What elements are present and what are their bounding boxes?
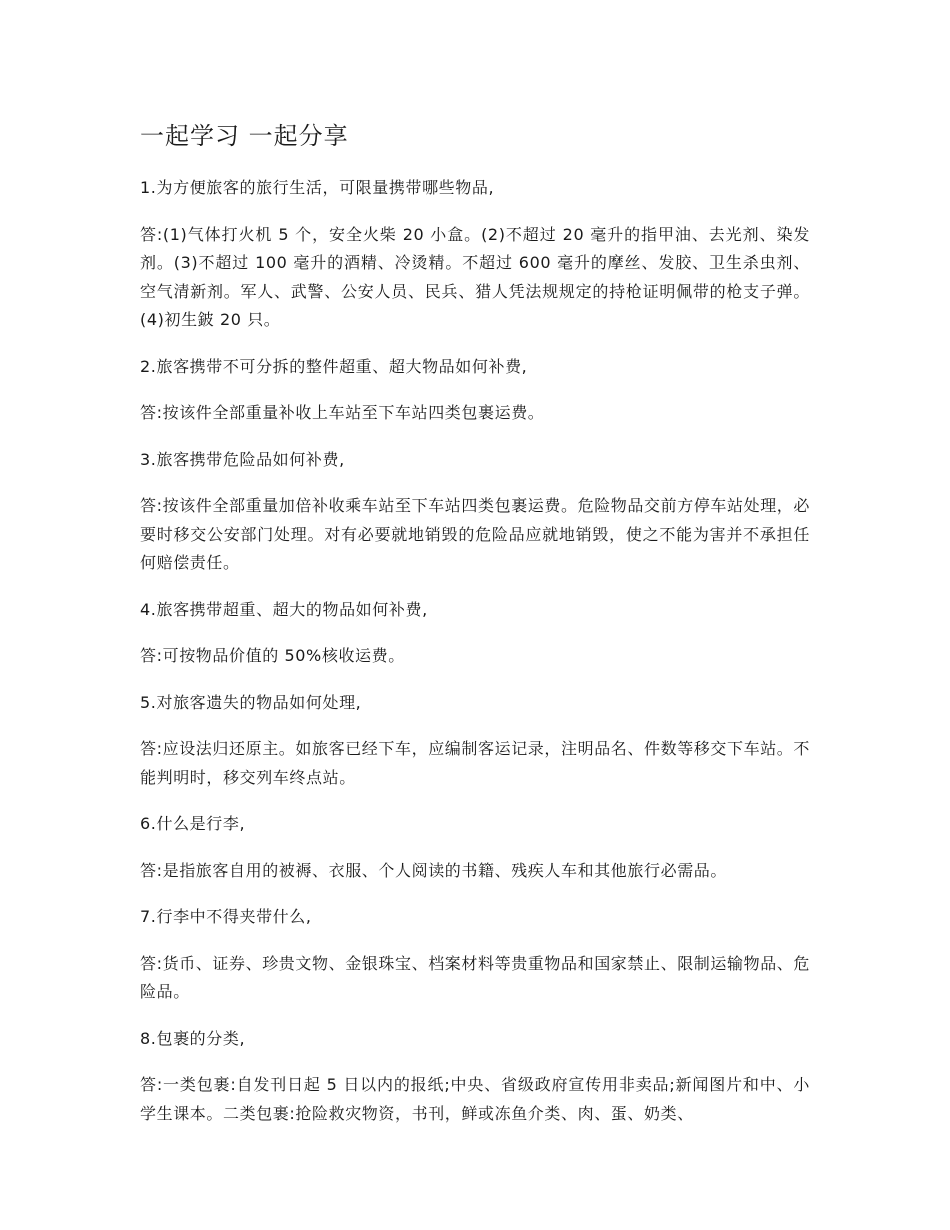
answer-4: 答:可按物品价值的 50%核收运费。 [140,646,405,665]
question-7: 7.行李中不得夹带什么, [140,907,312,926]
question-3: 3.旅客携带危险品如何补费, [140,449,345,469]
answer-3: 答:按该件全部重量加倍补收乘车站至下车站四类包裹运费。危险物品交前方停车站处理，必要时移交公安部门处理。对有必要就地销毁的危险品应就地销毁，使之不能为害并不承担任何赔偿责任。 [140,496,810,572]
question-6: 6.什么是行李, [140,814,246,833]
answer-7: 答:货币、证券、珍贵文物、金银珠宝、档案材料等贵重物品和国家禁止、限制运输物品、危险品。 [140,953,810,1001]
answer-5: 答:应设法归还原主。如旅客已经下车，应编制客运记录，注明品名、件数等移交下车站。不能判明时，移交列车终点站。 [140,739,810,787]
question-1: 1.为方便旅客的旅行生活，可限量携带哪些物品, [140,178,495,197]
answer-2: 答:按该件全部重量补收上车站至下车站四类包裹运费。 [140,403,545,422]
document-page [140,118,810,1146]
answer-1: 答:(1)气体打火机 5 个，安全火柴 20 小盒。(2)不超过 20 毫升的指甲油、去光剂、染发剂。(3)不超过 100 毫升的酒精、冷烫精。不超过 600 毫升的摩丝、发胶、卫生杀虫剂、空气清新剂。军人、武警、公安人员、民兵、猎人凭法规规定的持枪证明佩带的枪支子弹。(4)初生鈹 20 只。 [140,224,810,329]
question-4: 4.旅客携带超重、超大的物品如何补费, [140,599,428,619]
answer-8: 答:一类包裹:自发刊日起 5 日以内的报纸;中央、省级政府宣传用非卖品;新闻图片和中、小学生课本。二类包裹:抢险救灾物资，书刊，鲜或冻鱼介类、肉、蛋、奶类、 [140,1075,810,1123]
question-5: 5.对旅客遗失的物品如何处理, [140,692,362,712]
document-title: 一起学习 一起分享 [140,122,349,150]
answer-6: 答:是指旅客自用的被褥、衣服、个人阅读的书籍、残疾人车和其他旅行必需品。 [140,860,727,880]
question-8: 8.包裹的分类, [140,1028,246,1048]
question-2: 2.旅客携带不可分拆的整件超重、超大物品如何补费, [140,356,528,376]
